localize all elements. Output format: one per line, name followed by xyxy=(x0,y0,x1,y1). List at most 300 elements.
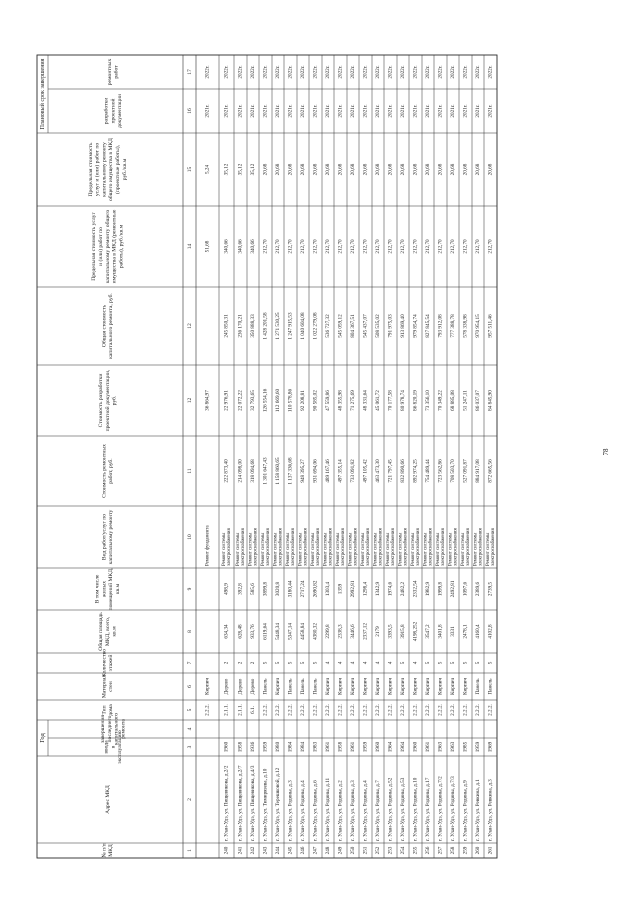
table-cell: 2022г. xyxy=(462,65,469,79)
table-cell: 2021г. xyxy=(275,104,282,118)
table-cell: 80 978,74 xyxy=(400,390,407,411)
table-cell: 22 976,91 xyxy=(223,390,230,411)
table-cell: 2.2.2. xyxy=(312,704,319,716)
cell-work-type: Ремонт системы xyxy=(448,532,454,566)
table-cell: 36 864,97 xyxy=(204,390,211,411)
cell-work-type: Ремонт системы xyxy=(435,532,442,566)
table-cell: 1961 xyxy=(325,741,332,753)
table-cell: 1 428 201,58 xyxy=(262,312,269,340)
table-cell: 1960 xyxy=(412,741,419,753)
column-number: 17 xyxy=(186,69,193,75)
table-cell: 20,68 xyxy=(362,163,369,176)
column-header: ввода xyxy=(103,740,110,754)
column-number: 1 xyxy=(186,849,193,852)
cell-address: г. Улан-Удэ, ул. Родины, д.2 xyxy=(337,780,344,841)
table-cell: 3401,8 xyxy=(437,624,444,639)
table-cell: 2022г. xyxy=(475,65,482,79)
table-cell: 931 694,06 xyxy=(312,459,319,483)
table-cell: 2022г. xyxy=(250,65,257,79)
table-cell: 212,70 xyxy=(412,239,419,254)
table-cell: 126 554,16 xyxy=(262,388,269,413)
table-cell: 4 xyxy=(387,661,394,665)
table-cell: 892 974,25 xyxy=(412,459,419,483)
column-header: ремонта xyxy=(120,719,127,739)
table-cell: 2338,3 xyxy=(337,624,344,639)
cell-work-type: электроснабжения xyxy=(466,528,472,566)
table-cell: 5 xyxy=(437,661,444,665)
table-cell: 240 xyxy=(223,846,230,855)
table-cell: 4 xyxy=(337,661,344,665)
table-cell: 254 xyxy=(400,846,407,855)
table-cell: Кирпич xyxy=(375,678,382,695)
table-cell: 2478,1 xyxy=(462,624,469,639)
table-cell: 45 061,72 xyxy=(375,390,382,411)
cell-work-type: электроснабжения xyxy=(278,528,284,566)
table-cell: Дерево xyxy=(250,678,257,695)
table-cell: 2690,82 xyxy=(312,580,319,598)
column-header: В том числе xyxy=(94,574,101,604)
table-cell: 20,68 xyxy=(312,163,319,176)
table-cell: 340,66 xyxy=(250,239,257,254)
column-header: работы), руб./кв.м xyxy=(118,224,125,269)
table-cell: 51 247,11 xyxy=(462,390,469,411)
table-cell: 212,70 xyxy=(350,239,357,254)
table-cell: 1984 xyxy=(287,741,294,753)
table-cell: 2.2.2. xyxy=(412,704,419,716)
column-header: капитальному ремонту xyxy=(101,142,108,197)
table-cell: 5 xyxy=(262,661,269,665)
table-cell: 5 xyxy=(312,661,319,665)
cell-address: г. Улан-Удэ, ул. Ревкина, д.1 xyxy=(475,779,482,841)
table-cell: 2179 xyxy=(375,626,382,637)
column-header: ремонтных xyxy=(106,58,113,86)
cell-work-type: электроснабжения xyxy=(378,528,384,566)
table-cell: 70 177,58 xyxy=(387,390,394,411)
cell-work-type: Ремонт системы xyxy=(323,532,329,566)
table-cell: 5347,14 xyxy=(287,623,294,640)
table-cell: 884 917,08 xyxy=(475,459,482,483)
column-header: документации xyxy=(117,94,124,128)
table-cell: 497 105,42 xyxy=(362,459,369,483)
column-header: разработки xyxy=(103,97,110,125)
table-cell: 20,68 xyxy=(475,163,482,176)
column-header: МКД, всего, xyxy=(104,616,111,647)
table-cell: 721 797,45 xyxy=(387,459,394,483)
table-cell: 1983 xyxy=(312,741,319,753)
table-cell: 20,68 xyxy=(350,163,357,176)
column-header: Стоимость ремонтных xyxy=(101,444,108,498)
table-cell: 948 395,27 xyxy=(300,459,307,483)
table-cell: 212,70 xyxy=(400,239,407,254)
cell-address: г. Улан-Удэ, ул. Родины, д.3 xyxy=(350,780,357,841)
cell-work-type: Ремонт системы xyxy=(348,532,354,566)
cell-address: г. Улан-Удэ, ул. Родины, д.17 xyxy=(425,777,432,841)
column-header: и (или) работ по xyxy=(97,227,104,266)
page-number: 78 xyxy=(602,448,610,456)
table-cell: 244 xyxy=(275,846,282,855)
table-cell: 247 xyxy=(312,846,319,855)
table-cell: 4160,4 xyxy=(475,624,482,639)
column-number: 2 xyxy=(186,798,193,801)
table-cell: 2 xyxy=(237,661,244,665)
table-cell: 6.1. xyxy=(250,706,257,714)
column-number: 7 xyxy=(186,661,193,665)
table-cell: 634,34 xyxy=(223,624,230,639)
column-header: капитальному ремонту xyxy=(108,509,115,565)
table-cell: 872 665,56 xyxy=(487,459,494,483)
table-cell: 48 355,98 xyxy=(337,390,344,411)
table-cell: 2.2.2. xyxy=(462,704,469,716)
table-cell: 2021г. xyxy=(362,104,369,118)
table-cell: 1 022 279,08 xyxy=(312,312,319,340)
cell-work-type: Ремонт системы xyxy=(298,532,304,566)
column-header: капитального xyxy=(113,712,120,746)
table-cell: 110 578,86 xyxy=(287,388,294,413)
table-cell: 5,24 xyxy=(204,164,211,175)
table-cell: 2021г. xyxy=(450,104,457,118)
table-cell: Кирпич xyxy=(337,678,344,695)
column-header: капитального ремонта, руб. xyxy=(108,293,115,359)
table-cell: Панель xyxy=(287,678,294,695)
table-cell: 35,12 xyxy=(250,163,257,176)
table-cell: 20,68 xyxy=(337,163,344,176)
table-cell: 340,66 xyxy=(223,239,230,254)
table-cell: 1999,8 xyxy=(437,581,444,597)
table-cell: 1969 xyxy=(487,741,494,753)
table-cell: 2.2.2. xyxy=(204,704,211,716)
table-cell: 340,66 xyxy=(237,239,244,254)
table-cell: 2021г. xyxy=(350,104,357,118)
table-cell: 2.2.2. xyxy=(350,704,357,716)
table-cell: 20,68 xyxy=(262,163,269,176)
table-cell: 2021г. xyxy=(375,104,382,118)
table-cell: 212,70 xyxy=(300,239,307,254)
table-cell: 4102,8 xyxy=(487,624,494,639)
table-cell: 20,68 xyxy=(400,163,407,176)
table-cell: 2.2.2. xyxy=(300,704,307,716)
table-cell: 245 850,31 xyxy=(223,314,230,338)
table-cell: 2332,54 xyxy=(412,580,419,598)
cell-work-type: Ремонт системы xyxy=(360,532,367,566)
cell-work-type: электроснабжения xyxy=(303,528,309,566)
table-cell: 248 xyxy=(325,846,332,855)
column-header: жилых xyxy=(101,580,108,598)
table-cell: 1963 xyxy=(437,741,444,753)
table-cell: 2022г. xyxy=(237,65,244,79)
cell-work-type: Ремонт системы xyxy=(235,532,242,566)
column-header: услуг и (или) работ по xyxy=(94,142,101,197)
table-cell: 2492,81 xyxy=(450,580,457,598)
table-cell: 212,70 xyxy=(425,239,432,254)
cell-work-type: электроснабжения xyxy=(266,528,272,566)
table-cell: 4 xyxy=(375,661,382,665)
column-number: 14 xyxy=(186,243,193,250)
table-cell: 1984 xyxy=(300,741,307,753)
table-cell: 2021г. xyxy=(337,104,344,118)
table-cell: 2022г. xyxy=(437,65,444,79)
cell-work-type: электроснабжения xyxy=(478,528,484,566)
table-cell: 86 820,19 xyxy=(412,390,419,411)
cell-address: г. Улан-Удэ, ул. Пищевикова, д.4/3 xyxy=(250,765,257,841)
cell-work-type: электроснабжения xyxy=(491,528,497,566)
table-cell: 2.2.2. xyxy=(325,704,332,716)
table-cell: 628,48 xyxy=(237,624,244,639)
column-header: Общая площадь xyxy=(97,612,104,651)
table-cell: 1964 xyxy=(400,741,407,753)
column-number: 5 xyxy=(186,708,193,712)
table-cell: 2022г. xyxy=(400,65,407,79)
cell-work-type: электроснабжения xyxy=(316,528,322,566)
table-cell: 1960 xyxy=(223,741,230,753)
table-cell: Кирпич xyxy=(450,678,457,695)
table-cell: 256 xyxy=(425,846,432,855)
table-cell: 2022г. xyxy=(362,65,369,79)
cell-work-type: электроснабжения xyxy=(441,528,447,566)
table-cell: 2299,8 xyxy=(325,624,332,639)
column-header: МКД xyxy=(108,844,115,857)
table-cell: 2022г. xyxy=(325,65,332,79)
table-cell: 1985 xyxy=(462,741,469,753)
table-cell: 585,6 xyxy=(250,583,257,595)
table-cell: 212,70 xyxy=(325,239,332,254)
column-header: работ, руб. xyxy=(108,458,115,484)
column-number: 11 xyxy=(186,468,193,474)
table-cell: 212,70 xyxy=(462,239,469,254)
cell-work-type: Ремонт фундамента xyxy=(205,525,211,566)
column-header: Адрес МКД xyxy=(104,785,111,814)
column-number: 10 xyxy=(186,534,193,540)
table-cell: 212,70 xyxy=(487,239,494,254)
table-cell: Кирпич xyxy=(412,678,419,695)
cell-work-type: Ремонт системы xyxy=(273,532,279,566)
cell-work-type: Ремонт системы xyxy=(285,532,292,566)
column-header: Предельная стоимость услуг xyxy=(91,212,98,281)
cell-address: г. Улан-Удэ, ул. Пищевикова, д.2/2 xyxy=(223,765,230,841)
column-header: кв.м xyxy=(114,583,121,595)
table-cell: 4 xyxy=(325,661,332,665)
table-cell: 5 xyxy=(400,661,407,665)
cell-work-type: Ремонт системы xyxy=(398,532,404,566)
table-cell: 1 301 647,43 xyxy=(262,457,269,485)
table-cell: 970 954,15 xyxy=(475,314,482,338)
table-cell: 2 xyxy=(223,661,230,665)
cell-work-type: Ремонт системы xyxy=(460,532,467,566)
table-cell: Кирпич xyxy=(400,678,407,695)
table-cell: 957 511,46 xyxy=(487,314,494,338)
table-cell: 255 xyxy=(412,846,419,855)
table-cell: 35,12 xyxy=(223,163,230,176)
table-cell: 212,70 xyxy=(287,239,294,254)
table-cell: Панель xyxy=(487,678,494,695)
table-cell: 2.1.1. xyxy=(237,704,244,716)
column-header: Предельная стоимость xyxy=(87,142,94,197)
cell-address: г. Улан-Удэ, ул. Родины, д.7 xyxy=(375,780,382,841)
cell-address: г. Улан-Удэ, ул. Родины, д.7/3 xyxy=(450,776,457,841)
table-cell: 2021г. xyxy=(300,104,307,118)
table-cell: 73 356,10 xyxy=(425,390,432,411)
table-cell: 1958 xyxy=(237,741,244,753)
column-header: Стоимость разработки xyxy=(97,373,104,428)
table-cell: 2021г. xyxy=(462,104,469,118)
table-cell: 1097,6 xyxy=(462,581,469,597)
column-header: (проектные работы), xyxy=(114,144,121,195)
table-cell: 1963 xyxy=(450,741,457,753)
table-cell: 5 xyxy=(475,661,482,665)
table-cell: 257 xyxy=(437,846,444,855)
table-cell: 2.2.2. xyxy=(275,704,282,716)
table-cell: 3020,8 xyxy=(275,581,282,597)
column-header: помещений МКД, xyxy=(108,567,115,611)
table-cell: 253 xyxy=(387,846,394,855)
table-cell: 32 793,65 xyxy=(250,390,257,411)
column-number: 12 xyxy=(186,397,193,404)
table-cell: 1980 xyxy=(275,741,282,753)
table-cell: 1960 xyxy=(375,741,382,753)
column-number: 6 xyxy=(186,685,193,688)
table-cell: Кирпич xyxy=(362,678,369,695)
table-cell: 48 331,64 xyxy=(362,390,369,411)
table-cell: Кирпич xyxy=(204,678,211,695)
table-cell: 498,9 xyxy=(223,583,230,595)
cell-address: г. Улан-Удэ, ул. Родины, д.53 xyxy=(400,777,407,841)
table-cell: 20,68 xyxy=(300,163,307,176)
table-cell: 2021г. xyxy=(204,104,211,118)
table-cell: 20,68 xyxy=(450,163,457,176)
table-cell: 723 562,86 xyxy=(437,459,444,483)
table-cell: 578 338,98 xyxy=(462,314,469,338)
table-cell: 1 271 530,25 xyxy=(275,312,282,340)
table-cell: 708 503,70 xyxy=(450,459,457,483)
table-cell: 20,68 xyxy=(375,163,382,176)
table-cell: 1 137 336,68 xyxy=(287,457,294,485)
cell-address: г. Улан-Удэ, ул. Родины, д.7/2 xyxy=(437,776,444,841)
table-cell: 258 xyxy=(450,846,457,855)
table-cell: 754 489,44 xyxy=(425,459,432,483)
table-cell: 51,68 xyxy=(204,240,211,253)
table-cell: 242 xyxy=(250,846,257,855)
column-header: завершения xyxy=(100,715,107,743)
cell-work-type: электроснабжения xyxy=(391,528,397,566)
register-table xyxy=(37,55,497,858)
cell-address: г. Улан-Удэ, ул. Родины, д.11 xyxy=(325,777,332,841)
table-cell: 2.2.2. xyxy=(425,704,432,716)
table-cell: 4458,84 xyxy=(300,623,307,640)
cell-address: г. Улан-Удэ, ул. Терешковой, д.12 xyxy=(275,767,282,841)
table-cell: 260 xyxy=(475,846,482,855)
cell-work-type: электроснабжения xyxy=(416,528,422,566)
table-cell: 261 xyxy=(487,846,494,855)
table-cell: Кирпич xyxy=(425,678,432,695)
table-cell: 212,70 xyxy=(387,239,394,254)
column-number: 12 xyxy=(186,323,193,329)
table-cell: 2337,12 xyxy=(362,623,369,640)
column-number: 8 xyxy=(186,630,193,633)
table-cell: 545 059,12 xyxy=(337,314,344,338)
table-cell: 212,70 xyxy=(262,239,269,254)
cell-address: г. Улан-Удэ, ул. Родины, д.3 xyxy=(287,780,294,841)
cell-address: г. Улан-Удэ, ул. Родины, д.6 xyxy=(312,780,319,841)
cell-work-type: Ремонт системы xyxy=(473,532,479,566)
column-header: Вид работ/услуг по xyxy=(101,513,108,561)
table-cell: 5 xyxy=(425,661,432,665)
table-cell: 2021г. xyxy=(475,104,482,118)
table-cell: 2022г. xyxy=(425,65,432,79)
table-cell: 71 275,69 xyxy=(350,390,357,411)
table-cell: 20,68 xyxy=(425,163,432,176)
table-cell: 236 170,21 xyxy=(237,314,244,338)
table-cell: 318 094,68 xyxy=(250,459,257,483)
table-cell: 112 669,60 xyxy=(275,388,282,413)
table-cell: 20,68 xyxy=(387,163,394,176)
table-cell: 2.2.2. xyxy=(287,704,294,716)
table-cell: 92 208,81 xyxy=(300,390,307,411)
table-cell: 733 091,82 xyxy=(350,459,357,483)
table-cell: 1298,4 xyxy=(362,581,369,597)
table-cell: 1342,9 xyxy=(375,581,382,597)
table-cell: 20,68 xyxy=(437,163,444,176)
table-cell: 2022г. xyxy=(300,65,307,79)
table-cell: 35,12 xyxy=(237,163,244,176)
table-cell: 212,70 xyxy=(312,239,319,254)
table-cell: 1961 xyxy=(350,741,357,753)
table-cell: 212,70 xyxy=(362,239,369,254)
table-cell: Панель xyxy=(312,678,319,695)
cell-address: г. Улан-Удэ, ул. Родины, д.10 xyxy=(412,777,419,841)
table-cell: 1303,4 xyxy=(325,581,332,597)
table-cell: 2021г. xyxy=(425,104,432,118)
table-cell: 4 xyxy=(412,661,419,665)
table-cell: 3393,5 xyxy=(387,624,394,639)
header-group-year: Год xyxy=(38,733,46,743)
table-cell: 68 885,08 xyxy=(450,390,457,411)
table-cell: 5 xyxy=(450,661,457,665)
table-cell: Панель xyxy=(475,678,482,695)
table-cell: 241 xyxy=(237,846,244,855)
table-cell: 1 247 915,53 xyxy=(287,312,294,340)
table-cell: 2021г. xyxy=(237,104,244,118)
table-cell: 2.2.2. xyxy=(375,704,382,716)
cell-work-type: электроснабжения xyxy=(241,528,247,566)
table-cell: 793 912,08 xyxy=(437,314,444,338)
table-cell: 2021г. xyxy=(400,104,407,118)
column-number: 9 xyxy=(186,587,193,591)
table-cell: 20,68 xyxy=(412,163,419,176)
cell-address: г. Улан-Удэ, ул. Родины, д.4 xyxy=(362,780,369,841)
table-cell: 249 xyxy=(337,846,344,855)
column-header: в xyxy=(110,745,117,749)
table-cell: 3446,6 xyxy=(350,624,357,639)
table-cell: 2022г. xyxy=(204,65,211,79)
cell-work-type: электроснабжения xyxy=(253,528,259,566)
table-cell: 22 072,22 xyxy=(237,390,244,411)
table-cell: 1959 xyxy=(362,741,369,753)
table-cell: 212,70 xyxy=(375,239,382,254)
column-header: дома xyxy=(108,704,115,716)
column-header: руб. xyxy=(111,395,118,406)
column-header: Тип xyxy=(101,705,108,715)
table-cell: 20,68 xyxy=(462,163,469,176)
table-cell: 791 975,03 xyxy=(387,314,394,338)
table-cell: 3547,2 xyxy=(425,624,432,639)
table-cell: 1959 xyxy=(475,741,482,753)
table-cell: 5 xyxy=(275,661,282,665)
cell-work-type: Ремонт системы xyxy=(410,532,417,566)
column-header: Количество xyxy=(101,649,108,677)
table-cell: 246 xyxy=(300,846,307,855)
cell-work-type: Ремонт системы xyxy=(485,532,492,566)
table-cell: 47 559,86 xyxy=(325,390,332,411)
table-cell: 2.2.2. xyxy=(400,704,407,716)
